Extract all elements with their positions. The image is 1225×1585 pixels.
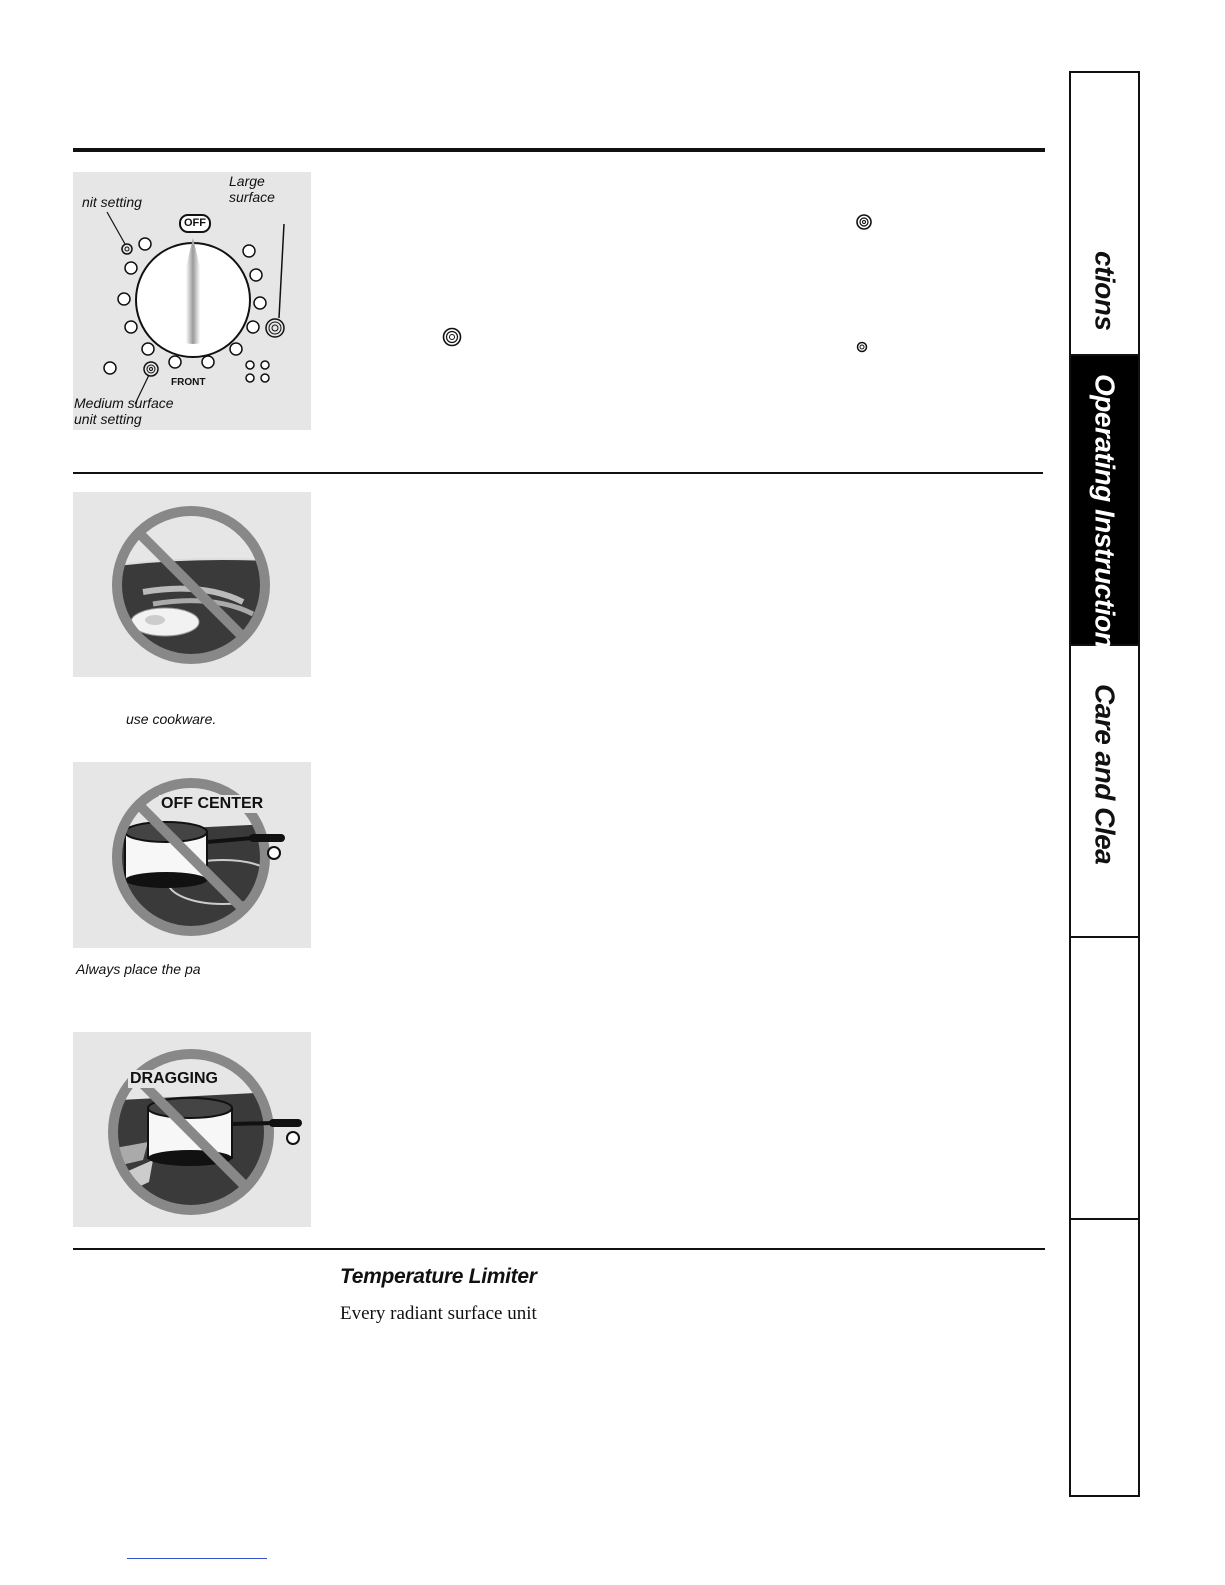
no-cookware-figure [73,492,311,677]
temperature-limiter-heading: Temperature Limiter [340,1265,537,1288]
off-center-figure [73,762,311,948]
tab-consumer-support[interactable] [1071,1220,1138,1495]
tab-operating-instructions[interactable] [1071,356,1138,664]
knob-label-surface: surface [229,189,275,205]
no-direct-cooking-icon [73,492,311,677]
tab-care-and-cleaning[interactable] [1071,646,1138,938]
section-rule-middle [73,472,1043,474]
no-dragging-pan-icon [73,1032,311,1227]
off-center-caption: Always place the pa [76,961,201,977]
tab-safety-instructions[interactable] [1071,73,1138,356]
section-rule-bottom [73,1248,1045,1250]
knob-label-large: Large [229,173,265,189]
control-knob-icon [73,172,311,430]
off-center-banner: OFF CENTER [161,795,264,812]
medium-surface-symbol-icon [442,327,462,347]
knob-label-unit-setting: nit setting [82,194,142,210]
off-center-pan-icon [73,762,311,948]
large-surface-symbol-icon [855,213,873,231]
tab-troubleshooting[interactable] [1071,938,1138,1220]
dragging-banner: DRAGGING [130,1070,218,1087]
cookware-caption: use cookware. [126,711,217,727]
side-tab-column [1069,71,1140,1497]
tab-label: Care and Clea [1089,684,1121,865]
bottom-link-underline[interactable] [127,1558,267,1559]
tab-label: Operating Instructions [1089,374,1121,664]
knob-label-medium-1: Medium surface [74,395,174,411]
knob-off-label: OFF [184,217,206,229]
section-rule-top [73,148,1045,152]
knob-front-label: FRONT [171,377,206,388]
knob-label-medium-2: unit setting [74,411,142,427]
temperature-limiter-text: Every radiant surface unit [340,1303,537,1324]
dragging-figure [73,1032,311,1227]
tab-label: ctions [1089,251,1121,331]
control-knob-figure [73,172,311,430]
small-surface-symbol-icon [856,341,868,353]
